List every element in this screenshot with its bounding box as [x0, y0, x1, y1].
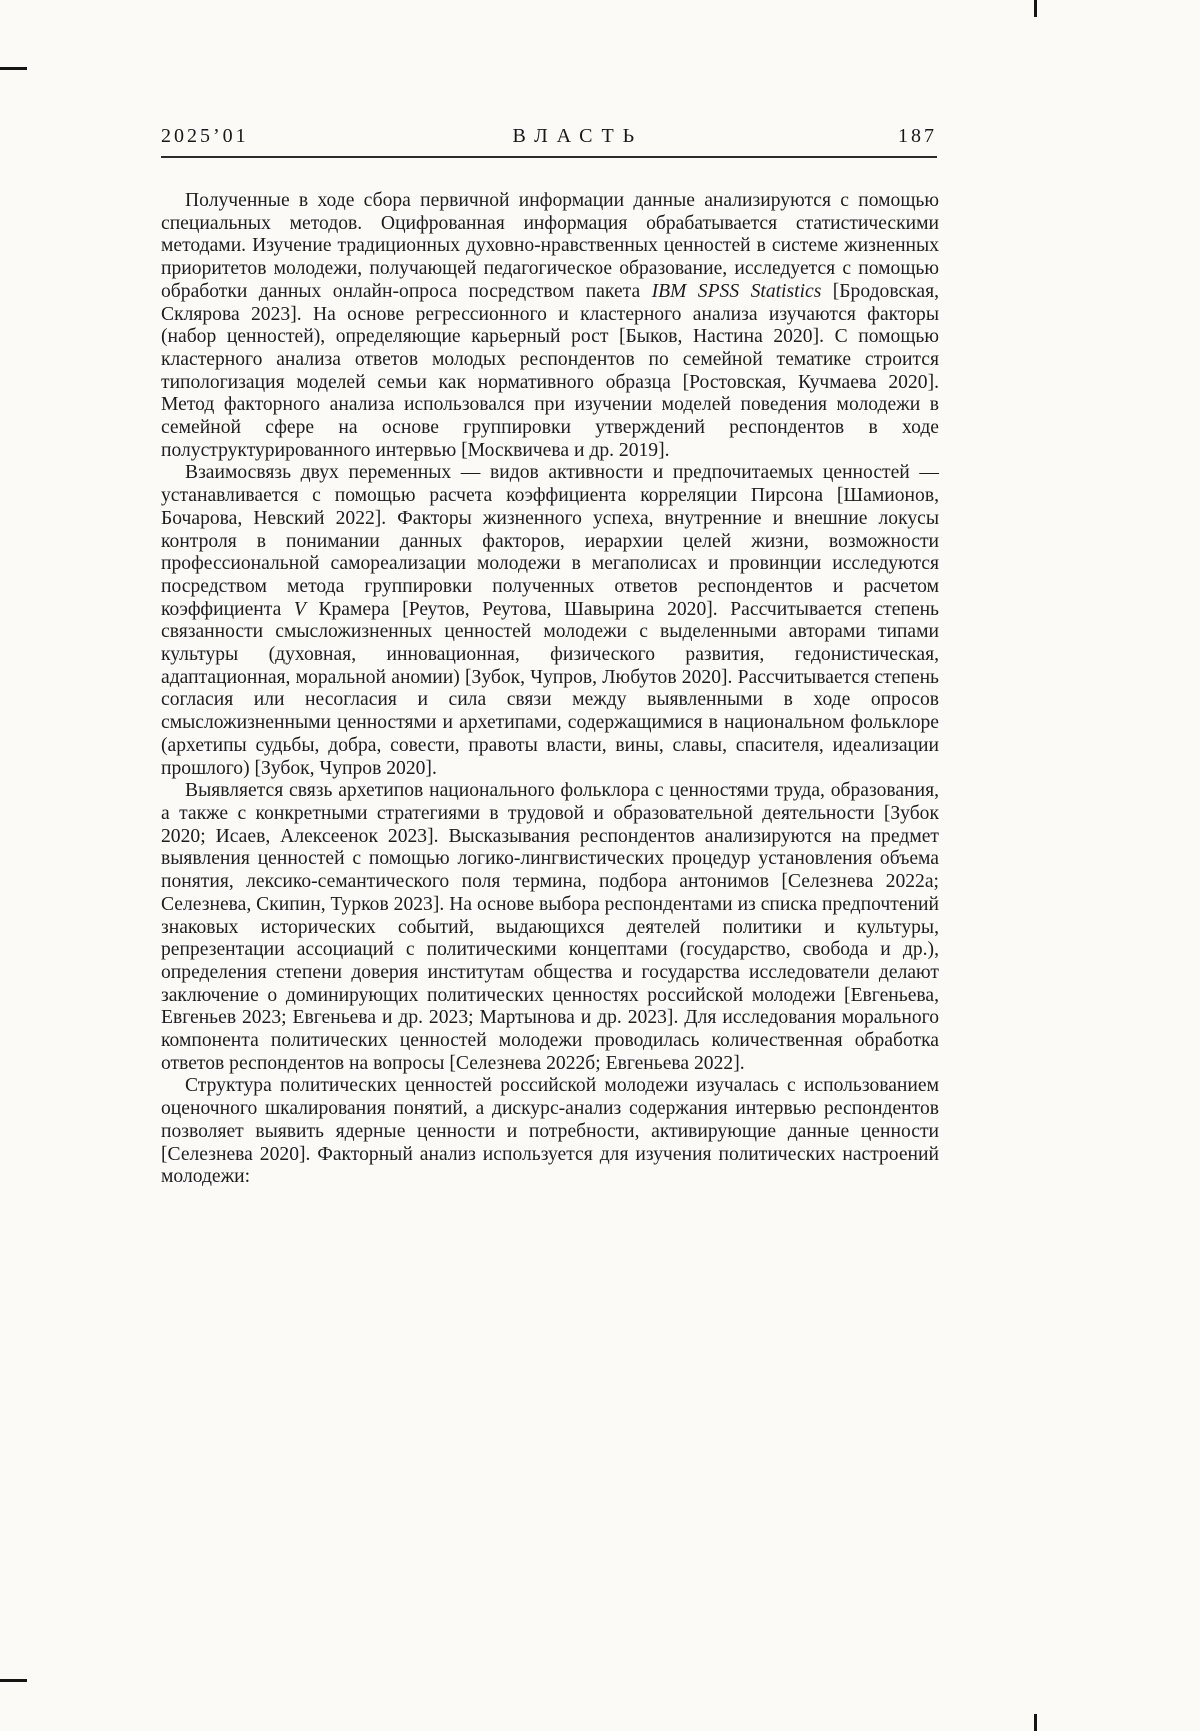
crop-mark-right-top: [1034, 0, 1037, 17]
paragraph: Взаимосвязь двух переменных — видов активности и предпочитаемых ценностей — устанавливается с помощью расчета коэффициента корреляции Пирсона [Шамионов, Бочарова, Невский 2022]. Факторы жизненного успеха, внутренние и внешние локусы контроля в понимании данных факторов, иерархии целей жизни, возможности профессиональной самореализации молодежи в мегаполисах и провинции исследуются посредством метода группировки полученных ответов респондентов и расчетом коэффициента V Крамера [Реутов, Реутова, Шавырина 2020]. Рассчитывается степень связанности смысложизненных ценностей молодежи с выделенными авторами типами культуры (духовная, инновационная, физического развития, гедонистическая, адаптационная, моральной аномии) [Зубок, Чупров, Любутов 2020]. Рассчитывается степень согласия или несогласия и сила связи между выявленными в ходе опросов смысложизненными ценностями и архетипами, содержащимися в национальном фольклоре (архетипы судьбы, добра, совести, правоты власти, вины, славы, спасителя, идеализации прошлого) [Зубок, Чупров 2020].: [161, 462, 939, 779]
article-body: [161, 190, 939, 1189]
journal-title: ВЛАСТЬ: [512, 125, 644, 147]
crop-mark-right-bottom: [1034, 1714, 1037, 1731]
page-header: [161, 125, 937, 148]
paragraph: Выявляется связь архетипов национального фольклора с ценностями труда, образования, а также с конкретными стратегиями в трудовой и образовательной деятельности [Зубок 2020; Исаев, Алексеенок 2023]. Высказывания респондентов анализируются на предмет выявления ценностей с помощью логико-лингвистических процедур установления объема понятия, лексико-семантического поля термина, подбора антонимов [Селезнева 2022а; Селезнева, Скипин, Турков 2023]. На основе выбора респондентами из списка предпочтений знаковых исторических событий, выдающихся деятелей политики и культуры, репрезентации ассоциаций с политическими концептами (государство, свобода и др.), определения степени доверия институтам общества и государства исследователи делают заключение о доминирующих политических ценностях российской молодежи [Евгеньева, Евгеньев 2023; Евгеньева и др. 2023; Мартынова и др. 2023]. Для исследования морального компонента политических ценностей молодежи проводилась количественная обработка ответов респондентов на вопросы [Селезнева 2022б; Евгеньева 2022].: [161, 780, 939, 1074]
crop-mark-left-bottom: [0, 1679, 27, 1682]
paragraph: Структура политических ценностей российской молодежи изучалась с использованием оценочного шкалирования понятий, а дискурс-анализ содержания интервью респондентов позволяет выявить ядерные ценности и потребности, активирующие данные ценности [Селезнева 2020]. Факторный анализ используется для изучения политических настроений молодежи:: [161, 1075, 939, 1188]
page-number: 187: [898, 125, 937, 147]
header-rule: [161, 156, 937, 158]
issue-label: 2025’01: [161, 125, 249, 147]
crop-mark-left-top: [0, 67, 27, 70]
paragraph: Полученные в ходе сбора первичной информации данные анализируются с помощью специальных методов. Оцифрованная информация обрабатывается статистическими методами. Изучение традиционных духовно-нравственных ценностей в системе жизненных приоритетов молодежи, получающей педагогическое образование, исследуется с помощью обработки данных онлайн-опроса посредством пакета IBM SPSS Statistics [Бродовская, Склярова 2023]. На основе регрессионного и кластерного анализа изучаются факторы (набор ценностей), определяющие карьерный рост [Быков, Настина 2020]. С помощью кластерного анализа ответов молодых респондентов по семейной тематике строится типологизация моделей семьи как нормативного образца [Ростовская, Кучмаева 2020]. Метод факторного анализа использовался при изучении моделей поведения молодежи в семейной сфере на основе группировки утверждений респондентов в ходе полуструктурированного интервью [Москвичева и др. 2019].: [161, 190, 939, 461]
